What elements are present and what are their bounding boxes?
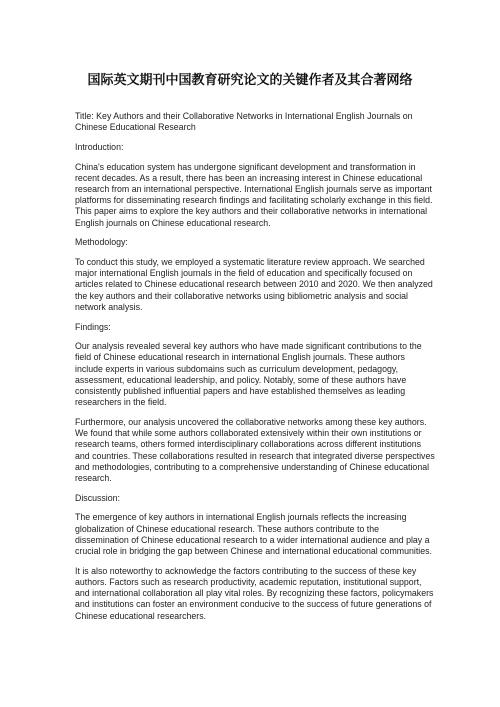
introduction-heading: Introduction: <box>75 141 124 152</box>
discussion-paragraph: It is also noteworthy to acknowledge the factors contributing to the success of these key authors. Factors such as research productivity, academic reputation, institutional support, and international collaboration all play vital roles. By recognizing these factors, policymakers and institutions can foster an environment conducive to the success of future generations of Chinese educational researchers. <box>75 565 434 621</box>
methodology-paragraph: To conduct this study, we employed a systematic literature review approach. We searched major international English journals in the field of education and specifically focused on articles related to Chinese educational research between 2010 and 2020. We then analyzed the key authors and their collaborative networks using bibliometric analysis and social network analysis. <box>75 257 433 312</box>
document-body <box>75 111 435 630</box>
document-title: 国际英文期刊中国教育研究论文的关键作者及其合著网络 <box>87 73 413 88</box>
findings-heading: Findings: <box>75 321 111 332</box>
paper-title: Title: Key Authors and their Collaborative Networks in International English Journals on Chinese Educational Research <box>75 111 413 133</box>
discussion-heading: Discussion: <box>75 492 120 503</box>
findings-paragraph: Our analysis revealed several key authors who have made significant contributions to the field of Chinese educational research in international English journals. These authors include experts in various subdomains such as curriculum development, pedagogy, assessment, educational leadership, and policy. Notably, some of these authors have consistently published influential papers and have established themselves as leading researchers in the field. <box>75 341 422 408</box>
introduction-paragraph: China's education system has undergone significant development and transformation in recent decades. As a result, there has been an increasing interest in Chinese educational research from an international perspective. International English journals serve as important platforms for disseminating research findings and facilitating scholarly exchange in this field. This paper aims to explore the key authors and their collaborative networks in international English journals on Chinese educational research. <box>75 161 433 228</box>
discussion-paragraph: The emergence of key authors in international English journals reflects the increasing globalization of Chinese educational research. These authors contribute to the dissemination of Chinese educational research to a wider international audience and play a crucial role in bridging the gap between Chinese and international educational communities. <box>75 512 432 556</box>
methodology-heading: Methodology: <box>75 237 128 248</box>
findings-paragraph: Furthermore, our analysis uncovered the collaborative networks among these key authors. We found that while some authors collaborated extensively within their own institutions or research teams, others formed interdisciplinary collaborations across different institutions and countries. These collaborations resulted in research that integrated diverse perspectives and methodologies, contributing to a comprehensive understanding of Chinese educational research. <box>75 416 435 483</box>
